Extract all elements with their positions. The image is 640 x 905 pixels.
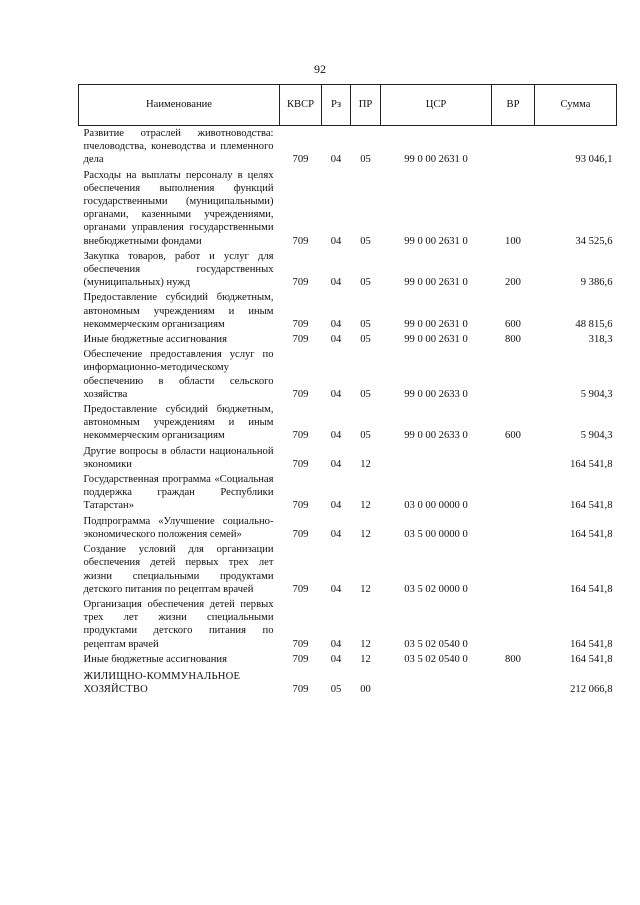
row-vr: 200 xyxy=(505,277,521,289)
row-vr: 100 xyxy=(505,235,521,247)
header-kvsr: КВСР xyxy=(280,85,322,126)
row-kvsr: 709 xyxy=(292,334,309,346)
row-vr xyxy=(492,444,535,472)
row-kvsr: 709 xyxy=(292,528,309,540)
table-row xyxy=(79,126,617,168)
row-name: Предоставление субсидий бюджетным, автономным учреждениям и иным некоммерческим организациям xyxy=(83,404,274,442)
table-row xyxy=(79,402,617,444)
header-pr: ПР xyxy=(351,85,381,126)
table-row xyxy=(79,542,617,597)
row-kvsr: 709 xyxy=(292,458,309,470)
row-pr: 12 xyxy=(360,583,371,595)
table-row xyxy=(79,652,617,667)
row-rz: 04 xyxy=(330,277,342,289)
row-vr: 800 xyxy=(505,334,521,346)
row-sum: 164 541,8 xyxy=(570,653,613,665)
row-vr: 600 xyxy=(505,430,521,442)
row-rz: 04 xyxy=(330,235,342,247)
row-name: Расходы на выплаты персоналу в целях обеспечения выполнения функций государственными (муниципальными) органами, казенными учреждениями, органами управления государственными внебюджетными фондами xyxy=(83,169,274,247)
row-kvsr: 709 xyxy=(292,684,309,696)
row-rz: 04 xyxy=(330,154,342,166)
header-vr: ВР xyxy=(492,85,535,126)
row-csr xyxy=(381,444,492,472)
row-csr: 99 0 00 2633 0 xyxy=(404,430,468,442)
row-sum: 164 541,8 xyxy=(570,528,613,540)
row-sum: 5 904,3 xyxy=(580,388,613,400)
table-row-section xyxy=(79,667,617,697)
row-rz: 04 xyxy=(330,458,342,470)
row-csr: 99 0 00 2631 0 xyxy=(404,235,468,247)
row-kvsr: 709 xyxy=(292,318,309,330)
row-pr: 12 xyxy=(360,638,371,650)
table-row xyxy=(79,444,617,472)
table-row xyxy=(79,249,617,291)
table-row xyxy=(79,597,617,652)
header-name: Наименование xyxy=(79,85,280,126)
row-kvsr: 709 xyxy=(292,154,309,166)
row-name: Закупка товаров, работ и услуг для обеспечения государственных (муниципальных) нужд xyxy=(83,250,274,289)
table-row xyxy=(79,514,617,542)
row-sum: 48 815,6 xyxy=(575,318,613,330)
row-name: Создание условий для организации обеспечения детей первых трех лет жизни специальными продуктами детского питания по рецептам врачей xyxy=(83,544,274,595)
row-pr: 05 xyxy=(360,277,371,289)
row-sum: 5 904,3 xyxy=(580,430,613,442)
row-sum: 164 541,8 xyxy=(570,500,613,512)
row-sum: 164 541,8 xyxy=(570,458,613,470)
row-pr: 05 xyxy=(360,318,371,330)
row-kvsr: 709 xyxy=(292,638,309,650)
table-row xyxy=(79,472,617,514)
row-name: Другие вопросы в области национальной экономики xyxy=(83,445,274,470)
table-row xyxy=(79,332,617,347)
row-sum: 9 386,6 xyxy=(580,277,613,289)
row-name: Обеспечение предоставления услуг по информационно-методическому обеспечению в области сельского хозяйства xyxy=(83,349,274,400)
row-sum: 318,3 xyxy=(588,334,613,346)
row-csr: 99 0 00 2633 0 xyxy=(404,388,468,400)
table-row xyxy=(79,290,617,332)
row-vr xyxy=(492,126,535,168)
row-rz: 04 xyxy=(330,583,342,595)
page-number: 92 xyxy=(314,62,326,76)
row-pr: 05 xyxy=(360,235,371,247)
row-kvsr: 709 xyxy=(292,235,309,247)
row-pr: 05 xyxy=(360,430,371,442)
table-row xyxy=(79,347,617,402)
table-header-row xyxy=(79,85,617,126)
row-kvsr: 709 xyxy=(292,653,309,665)
row-vr: 800 xyxy=(505,653,521,665)
row-csr: 03 5 00 0000 0 xyxy=(404,528,468,540)
row-kvsr: 709 xyxy=(292,500,309,512)
row-sum: 212 066,8 xyxy=(570,684,613,696)
row-pr: 05 xyxy=(360,388,371,400)
row-csr: 99 0 00 2631 0 xyxy=(404,318,468,330)
row-vr xyxy=(492,597,535,652)
row-name: Государственная программа «Социальная поддержка граждан Республики Татарстан» xyxy=(83,474,274,512)
row-rz: 04 xyxy=(330,638,342,650)
row-rz: 04 xyxy=(330,430,342,442)
row-sum: 164 541,8 xyxy=(570,583,613,595)
row-pr: 12 xyxy=(360,528,371,540)
table-body xyxy=(79,126,617,698)
row-csr: 99 0 00 2631 0 xyxy=(404,154,468,166)
row-vr xyxy=(492,472,535,514)
section-heading: ЖИЛИЩНО-КОММУНАЛЬНОЕ ХОЗЯЙСТВО xyxy=(83,670,241,696)
row-csr: 03 5 02 0540 0 xyxy=(404,653,468,665)
row-csr: 99 0 00 2631 0 xyxy=(404,277,468,289)
row-csr: 03 0 00 0000 0 xyxy=(404,500,468,512)
row-kvsr: 709 xyxy=(292,277,309,289)
row-rz: 04 xyxy=(330,334,342,346)
row-kvsr: 709 xyxy=(292,388,309,400)
row-name: Подпрограмма «Улучшение социально-экономического положения семей» xyxy=(83,515,274,540)
budget-table xyxy=(78,84,617,697)
row-rz: 04 xyxy=(330,500,342,512)
row-vr: 600 xyxy=(505,318,521,330)
row-name: Предоставление субсидий бюджетным, автономным учреждениям и иным некоммерческим организациям xyxy=(83,292,274,330)
header-csr: ЦСР xyxy=(381,85,492,126)
row-name: Иные бюджетные ассигнования xyxy=(83,334,227,346)
row-name: Организация обеспечения детей первых трех лет жизни специальными продуктами детского питания по рецептам врачей xyxy=(83,598,274,650)
row-pr: 12 xyxy=(360,653,371,665)
row-pr: 05 xyxy=(360,334,371,346)
row-rz: 05 xyxy=(330,684,342,696)
row-csr: 99 0 00 2631 0 xyxy=(404,334,468,346)
row-rz: 04 xyxy=(330,318,342,330)
row-kvsr: 709 xyxy=(292,430,309,442)
row-name: Развитие отраслей животноводства: пчеловодства, коневодства и племенного дела xyxy=(83,128,274,166)
row-sum: 164 541,8 xyxy=(570,638,613,650)
row-vr xyxy=(492,514,535,542)
row-rz: 04 xyxy=(330,388,342,400)
table-row xyxy=(79,168,617,249)
row-vr xyxy=(492,542,535,597)
row-vr xyxy=(492,347,535,402)
row-sum: 93 046,1 xyxy=(575,154,613,166)
row-rz: 04 xyxy=(330,528,342,540)
row-rz: 04 xyxy=(330,653,342,665)
header-rz: Рз xyxy=(322,85,351,126)
row-csr: 03 5 02 0540 0 xyxy=(404,638,468,650)
row-sum: 34 525,6 xyxy=(575,235,613,247)
header-sum: Сумма xyxy=(535,85,617,126)
row-pr: 00 xyxy=(360,684,371,696)
row-vr xyxy=(492,667,535,697)
row-name: Иные бюджетные ассигнования xyxy=(83,653,227,665)
row-pr: 05 xyxy=(360,154,371,166)
row-csr xyxy=(381,667,492,697)
row-pr: 12 xyxy=(360,500,371,512)
row-kvsr: 709 xyxy=(292,583,309,595)
row-pr: 12 xyxy=(360,458,371,470)
row-csr: 03 5 02 0000 0 xyxy=(404,583,468,595)
